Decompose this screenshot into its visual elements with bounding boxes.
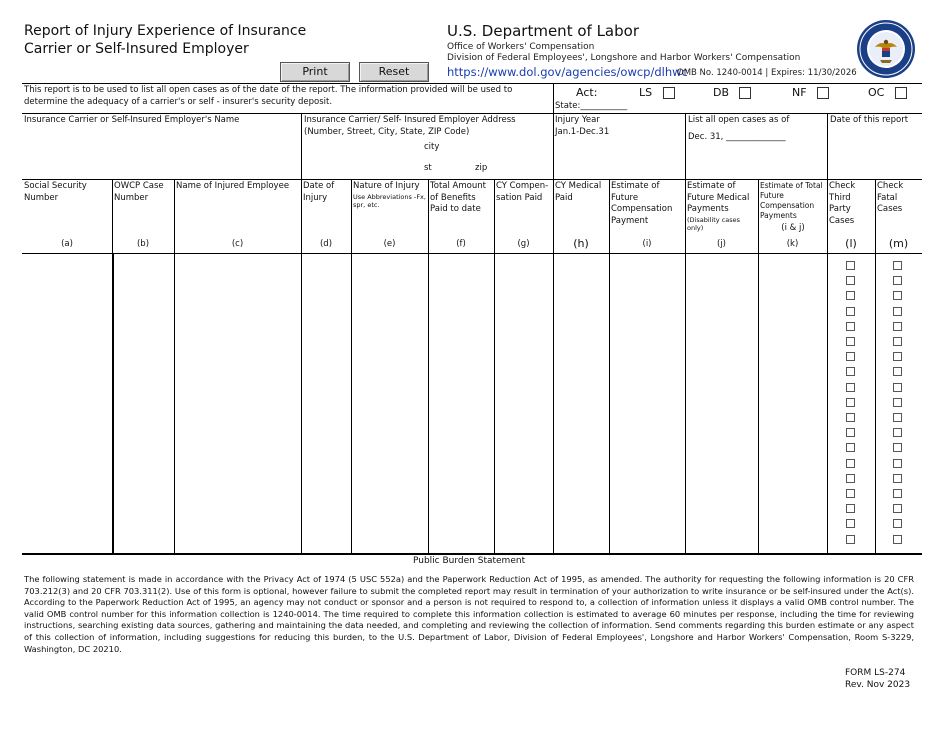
column-header-line: Third bbox=[829, 192, 851, 203]
column-header-line: Fatal bbox=[877, 192, 898, 203]
column-header bbox=[176, 181, 300, 193]
fatal-case-checkbox[interactable] bbox=[893, 383, 902, 392]
fatal-case-checkbox[interactable] bbox=[893, 352, 902, 361]
column-letter: (j) bbox=[717, 239, 726, 249]
column-divider bbox=[827, 179, 828, 554]
divider bbox=[22, 179, 922, 180]
omb-number: OMB No. 1240-0014 | Expires: 11/30/2026 bbox=[677, 68, 857, 78]
fatal-case-checkbox[interactable] bbox=[893, 519, 902, 528]
third-party-checkbox[interactable] bbox=[846, 459, 855, 468]
column-letter: (k) bbox=[786, 239, 799, 249]
column-divider bbox=[428, 179, 429, 554]
column-header-line: Cases bbox=[829, 215, 855, 226]
fatal-case-checkbox[interactable] bbox=[893, 443, 902, 452]
fatal-case-checkbox[interactable] bbox=[893, 428, 902, 437]
column-header-line: Check bbox=[829, 181, 856, 191]
form-title: Report of Injury Experience of Insurance Carrier or Self-Insured Employer bbox=[24, 23, 307, 57]
column-header-line: CY Medical bbox=[555, 181, 602, 191]
act-nf-checkbox[interactable] bbox=[817, 87, 829, 99]
column-header-line: Injury bbox=[303, 192, 328, 203]
state-abbrev-label: st bbox=[424, 163, 432, 173]
third-party-checkbox[interactable] bbox=[846, 307, 855, 316]
column-header-line: Party bbox=[829, 204, 851, 214]
column-letter: (i) bbox=[642, 239, 652, 249]
column-letter: (b) bbox=[136, 239, 150, 249]
column-header bbox=[353, 181, 427, 209]
act-db-label: DB bbox=[713, 86, 730, 99]
column-header-line: Compensation bbox=[760, 201, 815, 210]
column-header bbox=[555, 181, 608, 204]
division-name: Division of Federal Employees', Longshore and Harbor Workers' Compensation bbox=[447, 53, 801, 63]
column-header-line: Nature of Injury bbox=[353, 181, 420, 191]
fatal-case-checkbox[interactable] bbox=[893, 398, 902, 407]
column-header-line: sation Paid bbox=[496, 192, 543, 203]
divider bbox=[22, 113, 922, 114]
column-divider bbox=[685, 179, 686, 554]
column-header bbox=[24, 181, 111, 204]
third-party-checkbox[interactable] bbox=[846, 276, 855, 285]
column-header bbox=[829, 181, 874, 227]
column-divider bbox=[553, 179, 554, 554]
column-header-line: Future Medical bbox=[687, 192, 750, 203]
divider bbox=[827, 113, 828, 179]
column-letter: (g) bbox=[517, 239, 530, 249]
column-header-line: Check bbox=[877, 181, 904, 191]
divider bbox=[22, 83, 922, 84]
form-revision: Rev. Nov 2023 bbox=[845, 680, 911, 690]
column-header-line: Payments bbox=[687, 204, 729, 214]
third-party-checkbox[interactable] bbox=[846, 383, 855, 392]
fatal-case-checkbox[interactable] bbox=[893, 489, 902, 498]
agency-url-link[interactable]: https://www.dol.gov/agencies/owcp/dlhwc bbox=[447, 65, 688, 79]
third-party-checkbox[interactable] bbox=[846, 428, 855, 437]
divider bbox=[22, 253, 922, 254]
carrier-name-label: Insurance Carrier or Self-Insured Employer's Name bbox=[24, 115, 240, 125]
column-header-line: Future bbox=[611, 192, 639, 203]
third-party-checkbox[interactable] bbox=[846, 489, 855, 498]
column-header-line: Social Security bbox=[24, 181, 87, 191]
act-ls-label: LS bbox=[639, 86, 653, 99]
column-header-line: Date of bbox=[303, 181, 335, 191]
column-header bbox=[611, 181, 684, 227]
reset-button[interactable]: Reset bbox=[359, 62, 429, 82]
column-header-line: of Benefits bbox=[430, 192, 476, 203]
fatal-case-checkbox[interactable] bbox=[893, 291, 902, 300]
fatal-case-checkbox[interactable] bbox=[893, 459, 902, 468]
column-header-line: Cases bbox=[877, 204, 903, 214]
divider bbox=[685, 113, 686, 179]
third-party-checkbox[interactable] bbox=[846, 443, 855, 452]
form-number: FORM LS-274 bbox=[845, 668, 906, 678]
column-header bbox=[114, 181, 173, 204]
column-divider bbox=[301, 179, 302, 554]
dol-seal-icon bbox=[856, 19, 916, 79]
column-header-line: Compensation bbox=[611, 204, 673, 214]
divider bbox=[553, 113, 554, 179]
column-header-line: Estimate of Total bbox=[760, 181, 823, 190]
column-letter: (m) bbox=[888, 237, 909, 250]
fatal-case-checkbox[interactable] bbox=[893, 337, 902, 346]
burden-statement: The following statement is made in accordance with the Privacy Act of 1974 (5 USC 552a) and the Paperwork Reduction Act of 1995, as amended. The authority for requesting the following information is 20 CFR 703.212(3) and 20 CFR 703.311(2). Use of this form is optional, however failure to submit the completed report may result in termination of your authorization to write insurance or be self-insured under the Act(s). According to the Paperwork Reduction Act of 1995, an agency may not conduct or sponsor and a person is not required to respond to, a collection of information unless it displays a valid OMB control number. The valid OMB control number for this information collection is 1240-0014. The time required to complete this information collection is estimated to average 60 minutes per response, including the time for reviewing instructions, searching existing data sources, gathering and maintaining the data needed, and completing and reviewing the collection of information. Send comments regarding this burden estimate or any aspect of this collection of information, including suggestions for reducing this burden, to the U.S. Department of Labor, Division of Federal Employees', Longshore and Harbor Workers' Compensation, Room S-3229, Washington, DC 20210. bbox=[24, 574, 914, 654]
office-name: Office of Workers' Compensation bbox=[447, 42, 595, 52]
column-letter: (c) bbox=[231, 239, 244, 249]
city-label: city bbox=[424, 142, 440, 152]
third-party-checkbox[interactable] bbox=[846, 535, 855, 544]
print-button[interactable]: Print bbox=[280, 62, 350, 82]
third-party-checkbox[interactable] bbox=[846, 352, 855, 361]
third-party-checkbox[interactable] bbox=[846, 519, 855, 528]
fatal-case-checkbox[interactable] bbox=[893, 276, 902, 285]
open-cases-label: List all open cases as of Dec. 31, ______________ bbox=[688, 115, 790, 142]
column-header-line: CY Compen- bbox=[496, 181, 549, 191]
fatal-case-checkbox[interactable] bbox=[893, 367, 902, 376]
act-ls-checkbox[interactable] bbox=[663, 87, 675, 99]
column-letter: (e) bbox=[383, 239, 396, 249]
column-divider bbox=[875, 179, 876, 554]
column-header-line: Estimate of bbox=[687, 181, 736, 191]
column-divider bbox=[494, 179, 495, 554]
divider bbox=[301, 113, 302, 179]
column-letter: (l) bbox=[845, 237, 857, 250]
column-header-line: Estimate of bbox=[611, 181, 660, 191]
third-party-checkbox[interactable] bbox=[846, 398, 855, 407]
fatal-case-checkbox[interactable] bbox=[893, 474, 902, 483]
department-name: U.S. Department of Labor bbox=[447, 22, 639, 40]
divider bbox=[553, 84, 554, 113]
zip-label: zip bbox=[475, 163, 488, 173]
intro-text: This report is to be used to list all open cases as of the date of the report. The information provided will be used to determine the adequacy of a carrier's or self - insurer's security deposit. bbox=[24, 85, 513, 107]
column-header bbox=[877, 181, 921, 216]
column-letter: (f) bbox=[456, 239, 466, 249]
column-header-line: OWCP Case bbox=[114, 181, 164, 191]
column-header-line: Name of Injured Employee bbox=[176, 181, 290, 191]
date-of-report-label: Date of this report bbox=[830, 115, 909, 125]
third-party-checkbox[interactable] bbox=[846, 291, 855, 300]
state-field[interactable]: State:___________ bbox=[555, 101, 628, 111]
column-header-line: Paid bbox=[555, 192, 573, 203]
fatal-case-checkbox[interactable] bbox=[893, 413, 902, 422]
third-party-checkbox[interactable] bbox=[846, 474, 855, 483]
column-header-line: Future bbox=[760, 191, 784, 200]
third-party-checkbox[interactable] bbox=[846, 337, 855, 346]
column-header bbox=[760, 181, 826, 235]
fatal-case-checkbox[interactable] bbox=[893, 535, 902, 544]
third-party-checkbox[interactable] bbox=[846, 504, 855, 513]
column-header bbox=[303, 181, 350, 204]
column-divider bbox=[112, 179, 113, 253]
column-header-line: Number bbox=[24, 192, 59, 203]
fatal-case-checkbox[interactable] bbox=[893, 261, 902, 270]
column-header-line: Paid to date bbox=[430, 204, 481, 214]
column-header bbox=[496, 181, 552, 204]
act-label: Act: bbox=[576, 86, 598, 99]
burden-heading: Public Burden Statement bbox=[413, 556, 526, 566]
column-header-line: Payment bbox=[611, 215, 649, 226]
act-nf-label: NF bbox=[792, 86, 807, 99]
column-letter: (d) bbox=[319, 239, 333, 249]
act-oc-label: OC bbox=[868, 86, 885, 99]
third-party-checkbox[interactable] bbox=[846, 322, 855, 331]
carrier-address-label: Insurance Carrier/ Self- Insured Employer Address (Number, Street, City, State, ZIP Code) bbox=[304, 115, 516, 137]
column-header-line: Payments bbox=[760, 211, 797, 220]
column-divider bbox=[758, 179, 759, 554]
column-divider bbox=[174, 179, 175, 554]
column-letter: (a) bbox=[61, 239, 73, 249]
column-divider bbox=[351, 179, 352, 554]
third-party-checkbox[interactable] bbox=[846, 261, 855, 270]
column-header-note: (Disability cases only) bbox=[687, 215, 741, 232]
fatal-case-checkbox[interactable] bbox=[893, 322, 902, 331]
fatal-case-checkbox[interactable] bbox=[893, 307, 902, 316]
injury-year-label: Injury Year Jan.1-Dec.31 bbox=[555, 115, 610, 137]
act-db-checkbox[interactable] bbox=[739, 87, 751, 99]
column-letter: (h) bbox=[573, 237, 589, 250]
column-header bbox=[687, 181, 757, 232]
column-divider bbox=[112, 253, 114, 554]
fatal-case-checkbox[interactable] bbox=[893, 504, 902, 513]
column-header-line: Total Amount bbox=[430, 181, 486, 191]
column-header-note: Use Abbreviations -Fx, spr, etc. bbox=[353, 192, 426, 209]
column-divider bbox=[609, 179, 610, 554]
divider bbox=[22, 553, 922, 555]
third-party-checkbox[interactable] bbox=[846, 413, 855, 422]
column-header-line: Number bbox=[114, 192, 149, 203]
act-oc-checkbox[interactable] bbox=[895, 87, 907, 99]
column-header bbox=[430, 181, 493, 216]
third-party-checkbox[interactable] bbox=[846, 367, 855, 376]
column-header-note: (i & j) bbox=[781, 223, 805, 233]
